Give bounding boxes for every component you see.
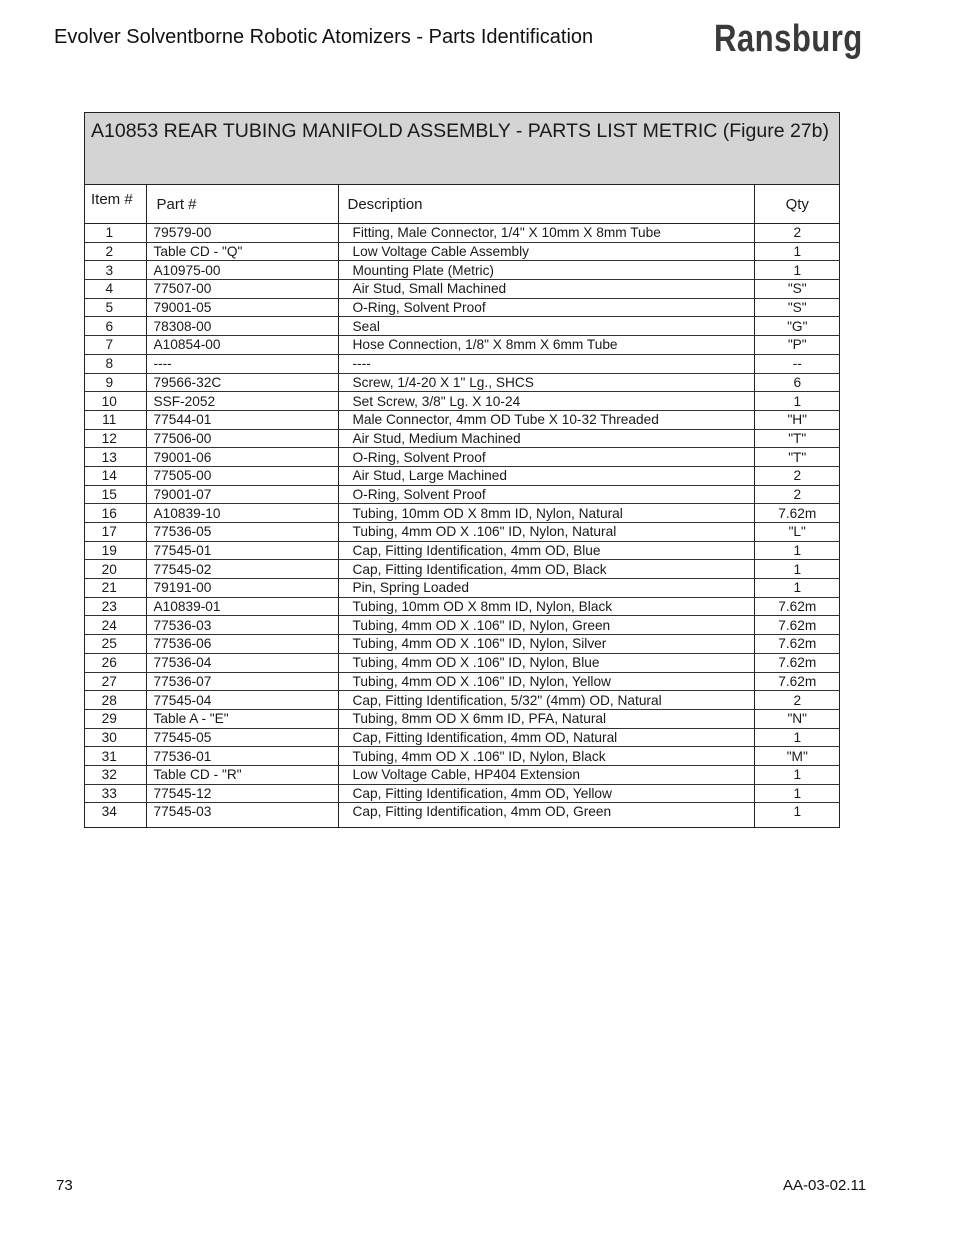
parts-list-table <box>84 112 840 828</box>
table-row <box>85 224 840 243</box>
cell-description: Air Stud, Large Machined <box>338 466 754 485</box>
ransburg-logo: Ransburg <box>714 18 863 60</box>
table-row <box>85 280 840 299</box>
table-row <box>85 429 840 448</box>
table-row <box>85 803 840 828</box>
column-header-qty: Qty <box>754 185 840 224</box>
cell-qty: 7.62m <box>754 616 840 635</box>
cell-description: Cap, Fitting Identification, 5/32" (4mm) OD, Natural <box>338 691 754 710</box>
table-row <box>85 410 840 429</box>
cell-description: Tubing, 4mm OD X .106" ID, Nylon, Silver <box>338 635 754 654</box>
cell-qty: -- <box>754 354 840 373</box>
cell-item-number: 3 <box>85 261 146 280</box>
table-row <box>85 392 840 411</box>
cell-part-number: 77536-01 <box>146 747 338 766</box>
cell-part-number: 77544-01 <box>146 410 338 429</box>
cell-item-number: 30 <box>85 728 146 747</box>
table-row <box>85 616 840 635</box>
cell-description: Tubing, 10mm OD X 8mm ID, Nylon, Natural <box>338 504 754 523</box>
cell-part-number: A10854-00 <box>146 336 338 355</box>
table-row <box>85 373 840 392</box>
cell-part-number: ---- <box>146 354 338 373</box>
cell-item-number: 31 <box>85 747 146 766</box>
table-row <box>85 354 840 373</box>
cell-qty: "N" <box>754 709 840 728</box>
table-row <box>85 336 840 355</box>
cell-description: Tubing, 4mm OD X .106" ID, Nylon, Yellow <box>338 672 754 691</box>
cell-description: Tubing, 10mm OD X 8mm ID, Nylon, Black <box>338 597 754 616</box>
cell-part-number: 77545-04 <box>146 691 338 710</box>
cell-part-number: Table CD - "Q" <box>146 242 338 261</box>
table-row <box>85 653 840 672</box>
cell-description: ---- <box>338 354 754 373</box>
cell-description: Cap, Fitting Identification, 4mm OD, Natural <box>338 728 754 747</box>
column-header-item: Item # <box>85 185 146 224</box>
table-row <box>85 747 840 766</box>
table-row <box>85 523 840 542</box>
table-title: A10853 REAR TUBING MANIFOLD ASSEMBLY - PARTS LIST METRIC (Figure 27b) <box>85 113 839 185</box>
cell-part-number: 77536-07 <box>146 672 338 691</box>
cell-item-number: 11 <box>85 410 146 429</box>
cell-qty: "H" <box>754 410 840 429</box>
cell-description: Tubing, 4mm OD X .106" ID, Nylon, Green <box>338 616 754 635</box>
cell-qty: 1 <box>754 261 840 280</box>
document-title: Evolver Solventborne Robotic Atomizers - Parts Identification <box>54 26 594 48</box>
cell-description: Seal <box>338 317 754 336</box>
cell-qty: 7.62m <box>754 672 840 691</box>
cell-item-number: 23 <box>85 597 146 616</box>
cell-qty: 2 <box>754 485 840 504</box>
cell-description: Low Voltage Cable, HP404 Extension <box>338 765 754 784</box>
table-row <box>85 261 840 280</box>
table-row <box>85 560 840 579</box>
cell-qty: "S" <box>754 280 840 299</box>
cell-qty: 6 <box>754 373 840 392</box>
table-row <box>85 597 840 616</box>
cell-item-number: 34 <box>101 804 117 820</box>
cell-qty: 7.62m <box>754 504 840 523</box>
cell-item-number: 14 <box>85 466 146 485</box>
cell-description: O-Ring, Solvent Proof <box>338 448 754 467</box>
cell-part-number: 77536-06 <box>146 635 338 654</box>
table-row <box>85 784 840 803</box>
cell-description: Screw, 1/4-20 X 1" Lg., SHCS <box>338 373 754 392</box>
cell-part-number: 79191-00 <box>146 579 338 598</box>
cell-item-number: 8 <box>85 354 146 373</box>
table-row <box>85 504 840 523</box>
cell-description: Male Connector, 4mm OD Tube X 10-32 Threaded <box>338 410 754 429</box>
cell-qty: 1 <box>754 242 840 261</box>
cell-qty: "G" <box>754 317 840 336</box>
cell-item-number: 9 <box>85 373 146 392</box>
cell-qty: 7.62m <box>754 597 840 616</box>
cell-part-number: A10975-00 <box>146 261 338 280</box>
cell-item-number: 7 <box>85 336 146 355</box>
cell-part-number: 79001-06 <box>146 448 338 467</box>
cell-part-number: SSF-2052 <box>146 392 338 411</box>
cell-part-number: 79001-05 <box>146 298 338 317</box>
cell-part-number: 77536-04 <box>146 653 338 672</box>
table-row <box>85 691 840 710</box>
cell-qty: "S" <box>754 298 840 317</box>
cell-qty: 1 <box>754 728 840 747</box>
cell-part-number: 77545-03 <box>146 803 338 828</box>
cell-part-number: 79579-00 <box>146 224 338 243</box>
cell-description: O-Ring, Solvent Proof <box>338 485 754 504</box>
cell-part-number: 77545-12 <box>146 784 338 803</box>
cell-item-number: 20 <box>85 560 146 579</box>
table-row <box>85 317 840 336</box>
cell-item-number: 29 <box>85 709 146 728</box>
column-header-part: Part # <box>146 185 338 224</box>
cell-item-number: 21 <box>85 579 146 598</box>
cell-qty: 2 <box>754 466 840 485</box>
cell-part-number: Table A - "E" <box>146 709 338 728</box>
cell-qty: 1 <box>754 579 840 598</box>
page-number: 73 <box>56 1177 73 1194</box>
cell-description: Cap, Fitting Identification, 4mm OD, Yellow <box>338 784 754 803</box>
cell-item-number: 5 <box>85 298 146 317</box>
cell-part-number: 79566-32C <box>146 373 338 392</box>
cell-qty: 1 <box>754 541 840 560</box>
cell-part-number: 77506-00 <box>146 429 338 448</box>
cell-description: Pin, Spring Loaded <box>338 579 754 598</box>
table-row <box>85 541 840 560</box>
cell-description: Hose Connection, 1/8" X 8mm X 6mm Tube <box>338 336 754 355</box>
cell-qty: "T" <box>754 448 840 467</box>
table-row <box>85 466 840 485</box>
cell-description: O-Ring, Solvent Proof <box>338 298 754 317</box>
cell-description: Cap, Fitting Identification, 4mm OD, Green <box>338 803 754 828</box>
table-row <box>85 672 840 691</box>
column-header-description: Description <box>338 185 754 224</box>
document-code: AA-03-02.11 <box>783 1177 867 1194</box>
cell-item-number: 6 <box>85 317 146 336</box>
cell-part-number: Table CD - "R" <box>146 765 338 784</box>
cell-qty: 7.62m <box>754 635 840 654</box>
cell-item-number: 33 <box>85 784 146 803</box>
cell-item-number: 15 <box>85 485 146 504</box>
table-row <box>85 485 840 504</box>
cell-qty: 1 <box>754 765 840 784</box>
cell-description: Tubing, 4mm OD X .106" ID, Nylon, Natural <box>338 523 754 542</box>
cell-description: Fitting, Male Connector, 1/4" X 10mm X 8mm Tube <box>338 224 754 243</box>
cell-part-number: 77505-00 <box>146 466 338 485</box>
table-header-row <box>85 185 840 224</box>
cell-description: Cap, Fitting Identification, 4mm OD, Black <box>338 560 754 579</box>
table-row <box>85 709 840 728</box>
cell-item-number: 32 <box>85 765 146 784</box>
cell-item-number: 2 <box>85 242 146 261</box>
cell-qty: 2 <box>754 691 840 710</box>
cell-qty: "L" <box>754 523 840 542</box>
cell-description: Low Voltage Cable Assembly <box>338 242 754 261</box>
table-row <box>85 579 840 598</box>
cell-description: Air Stud, Medium Machined <box>338 429 754 448</box>
cell-part-number: 77536-03 <box>146 616 338 635</box>
cell-item-number: 25 <box>85 635 146 654</box>
cell-qty: "T" <box>754 429 840 448</box>
cell-qty: "P" <box>754 336 840 355</box>
cell-description: Tubing, 4mm OD X .106" ID, Nylon, Blue <box>338 653 754 672</box>
cell-part-number: 77545-05 <box>146 728 338 747</box>
cell-item-number: 10 <box>85 392 146 411</box>
cell-item-number: 4 <box>85 280 146 299</box>
cell-item-number: 12 <box>85 429 146 448</box>
cell-part-number: 77536-05 <box>146 523 338 542</box>
cell-description: Air Stud, Small Machined <box>338 280 754 299</box>
table-row <box>85 635 840 654</box>
cell-item-number: 13 <box>85 448 146 467</box>
cell-qty: 2 <box>754 224 840 243</box>
cell-part-number: 78308-00 <box>146 317 338 336</box>
cell-item-number: 28 <box>85 691 146 710</box>
cell-part-number: 79001-07 <box>146 485 338 504</box>
cell-item-number: 27 <box>85 672 146 691</box>
cell-qty: 1 <box>754 392 840 411</box>
cell-qty: "M" <box>754 747 840 766</box>
table-row <box>85 242 840 261</box>
cell-qty: 1 <box>754 560 840 579</box>
cell-qty: 7.62m <box>754 653 840 672</box>
table-row <box>85 728 840 747</box>
cell-part-number: 77507-00 <box>146 280 338 299</box>
cell-item-number: 17 <box>85 523 146 542</box>
table-row <box>85 765 840 784</box>
cell-description: Cap, Fitting Identification, 4mm OD, Blue <box>338 541 754 560</box>
cell-description: Tubing, 4mm OD X .106" ID, Nylon, Black <box>338 747 754 766</box>
cell-part-number: A10839-10 <box>146 504 338 523</box>
cell-item-number: 19 <box>85 541 146 560</box>
cell-description: Tubing, 8mm OD X 6mm ID, PFA, Natural <box>338 709 754 728</box>
table-row <box>85 448 840 467</box>
cell-description: Mounting Plate (Metric) <box>338 261 754 280</box>
cell-description: Set Screw, 3/8" Lg. X 10-24 <box>338 392 754 411</box>
table-row <box>85 298 840 317</box>
cell-qty: 1 <box>754 803 840 828</box>
cell-item-number: 24 <box>85 616 146 635</box>
table-body <box>85 224 840 828</box>
cell-part-number: 77545-02 <box>146 560 338 579</box>
cell-item-number: 1 <box>85 224 146 243</box>
cell-qty: 1 <box>754 784 840 803</box>
cell-item-number: 16 <box>85 504 146 523</box>
cell-item-number: 26 <box>85 653 146 672</box>
cell-part-number: A10839-01 <box>146 597 338 616</box>
cell-part-number: 77545-01 <box>146 541 338 560</box>
